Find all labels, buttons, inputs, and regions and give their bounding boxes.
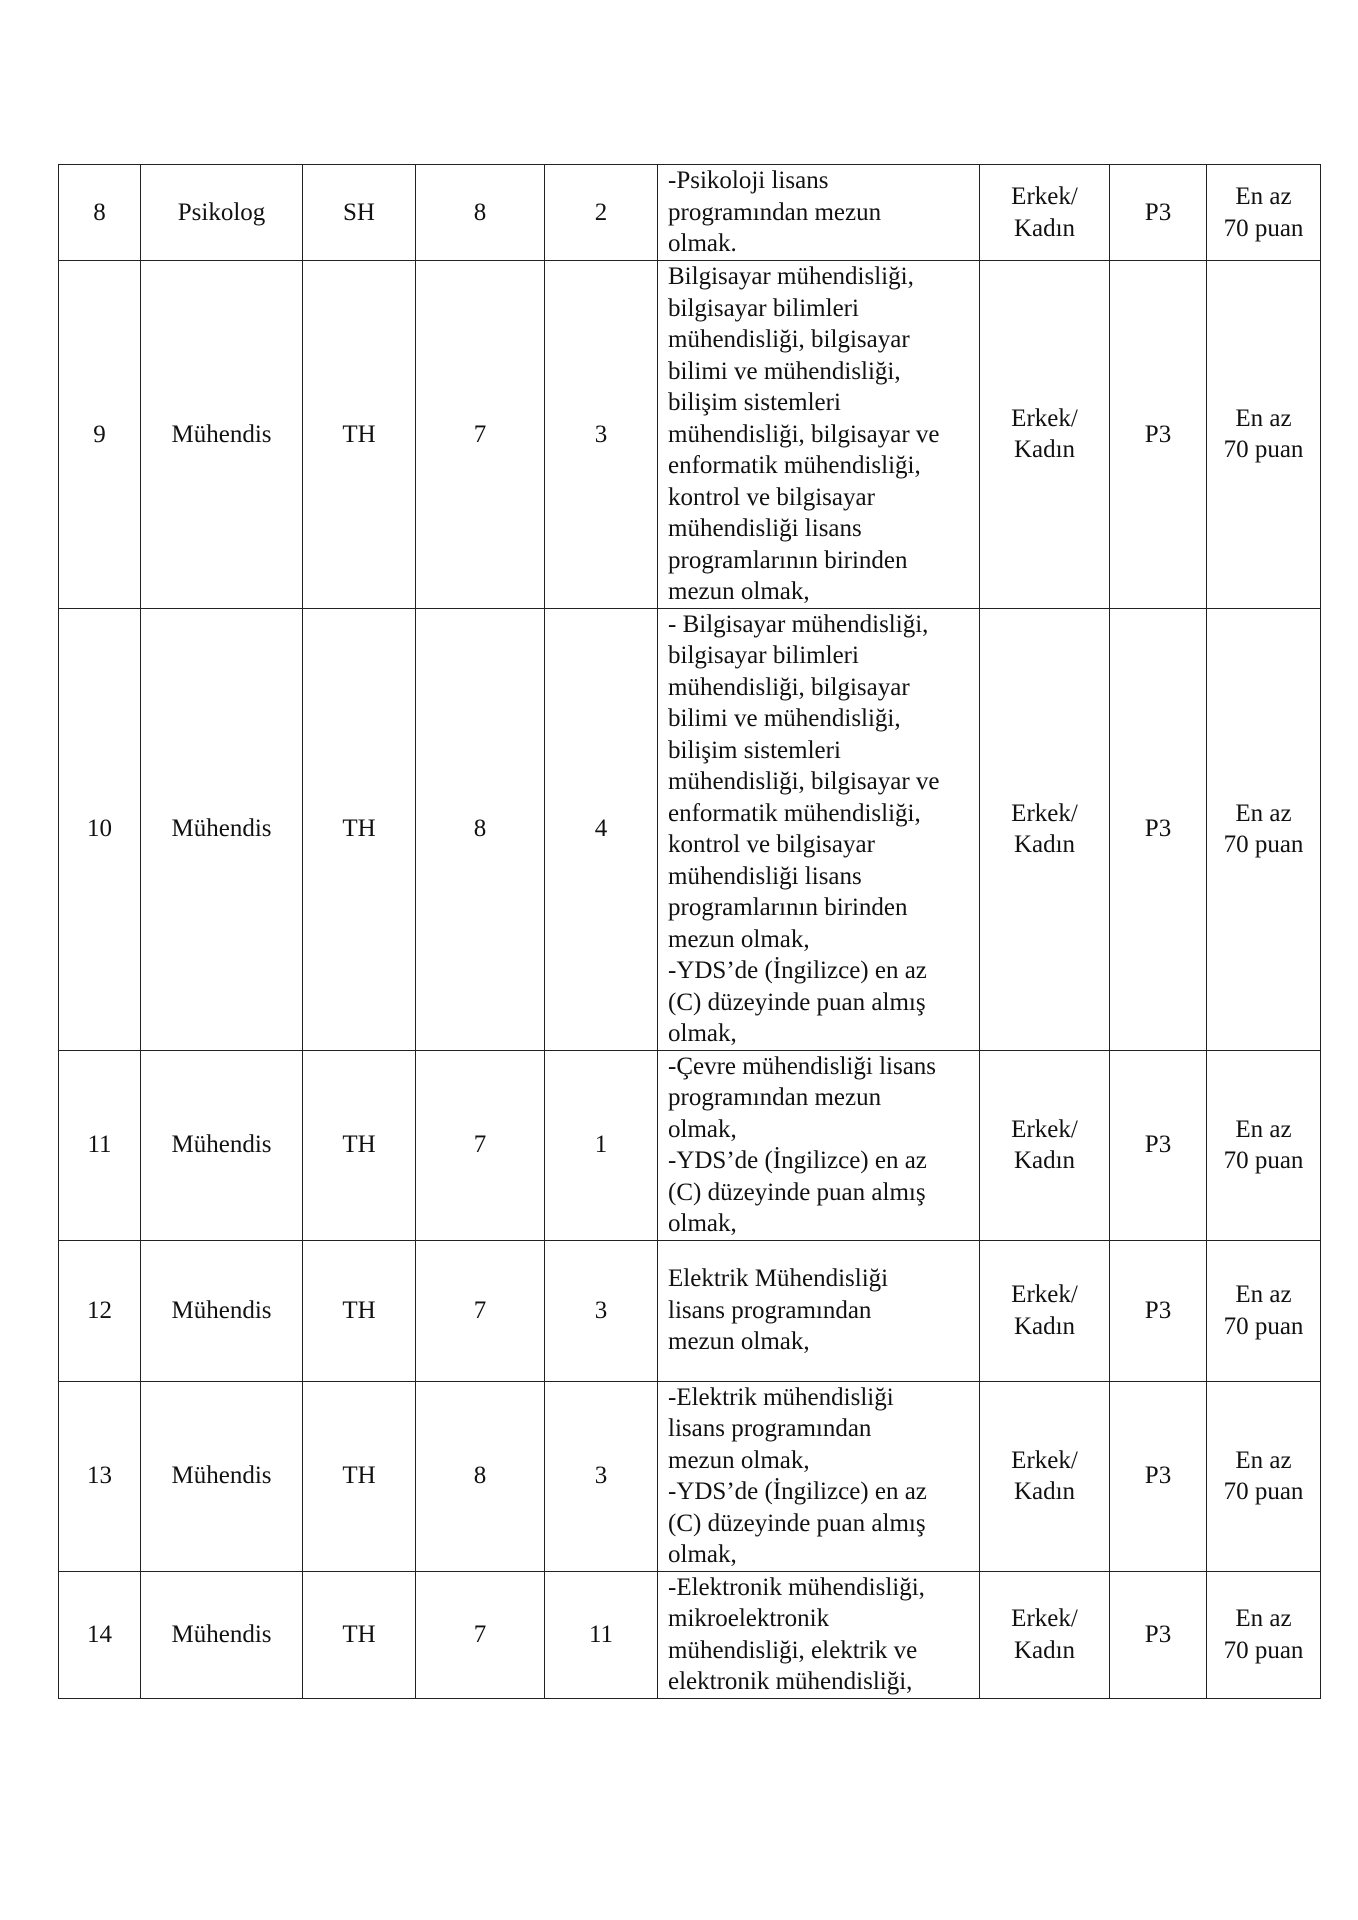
- service-class-cell: TH: [303, 261, 416, 609]
- requirement-line: programından mezun: [668, 198, 882, 226]
- requirement-line: mezun olmak,: [668, 925, 810, 953]
- requirement-line: enformatik mühendisliği,: [668, 799, 921, 827]
- min-score-cell: [1207, 261, 1321, 609]
- gender-cell: [980, 261, 1110, 609]
- requirement-line: mikroelektronik: [668, 1605, 830, 1632]
- requirement-line: bilgisayar bilimleri: [668, 294, 859, 322]
- table-row: [59, 261, 1321, 609]
- requirements-cell: [658, 1571, 980, 1698]
- position-count-cell: 3: [545, 1240, 658, 1381]
- min-score-line: 70 puan: [1223, 1478, 1304, 1505]
- min-score-line: En az: [1235, 183, 1292, 210]
- position-title-cell: Psikolog: [141, 165, 303, 261]
- service-class-cell: SH: [303, 165, 416, 261]
- requirements-cell: [658, 1381, 980, 1571]
- requirement-line: - Bilgisayar mühendisliği,: [668, 610, 929, 638]
- table-row: [59, 1050, 1321, 1240]
- min-score-cell: [1207, 1571, 1321, 1698]
- service-class-cell: TH: [303, 608, 416, 1050]
- requirement-line: mühendisliği, bilgisayar ve: [668, 420, 940, 448]
- service-class-cell: TH: [303, 1240, 416, 1381]
- row-number-cell: 13: [59, 1381, 141, 1571]
- position-count-cell: 3: [545, 1381, 658, 1571]
- requirement-line: mühendisliği, bilgisayar: [668, 673, 910, 701]
- grade-cell: 8: [416, 608, 545, 1050]
- requirement-line: -Çevre mühendisliği lisans: [668, 1052, 937, 1080]
- requirement-line: olmak,: [668, 1020, 737, 1047]
- requirement-line: olmak,: [668, 1115, 737, 1143]
- table-row: [59, 1240, 1321, 1381]
- requirement-line: lisans programından: [668, 1415, 872, 1442]
- gender-line: Kadın: [1013, 1147, 1076, 1174]
- min-score-cell: [1207, 1381, 1321, 1571]
- min-score-line: En az: [1235, 404, 1292, 432]
- service-class-cell: TH: [303, 1050, 416, 1240]
- requirement-line: bilimi ve mühendisliği,: [668, 357, 901, 385]
- requirement-line: kontrol ve bilgisayar: [668, 483, 875, 511]
- gender-line: Erkek/: [1011, 1281, 1078, 1308]
- requirements-cell: [658, 165, 980, 261]
- position-title-cell: Mühendis: [141, 261, 303, 609]
- table-row: [59, 1571, 1321, 1698]
- requirement-line: olmak,: [668, 1541, 737, 1568]
- position-count-cell: 3: [545, 261, 658, 609]
- requirement-line: -Elektrik mühendisliği: [668, 1383, 894, 1411]
- requirements-cell: [658, 261, 980, 609]
- requirement-line: -YDS’de (İngilizce) en az: [668, 1478, 927, 1505]
- requirement-line: (C) düzeyinde puan almış: [668, 1178, 926, 1206]
- min-score-cell: [1207, 608, 1321, 1050]
- gender-line: Kadın: [1013, 436, 1076, 464]
- row-number-cell: 14: [59, 1571, 141, 1698]
- requirement-line: mühendisliği, bilgisayar ve: [668, 768, 940, 795]
- row-number-cell: 8: [59, 165, 141, 261]
- min-score-line: 70 puan: [1223, 1636, 1304, 1664]
- requirement-line: bilgisayar bilimleri: [668, 642, 859, 669]
- requirement-line: elektronik mühendisliği,: [668, 1668, 913, 1695]
- gender-line: Erkek/: [1011, 404, 1078, 432]
- requirement-line: (C) düzeyinde puan almış: [668, 988, 926, 1016]
- position-count-cell: 4: [545, 608, 658, 1050]
- min-score-cell: [1207, 165, 1321, 261]
- gender-cell: [980, 1381, 1110, 1571]
- min-score-line: En az: [1235, 1115, 1292, 1143]
- requirements-cell: [658, 608, 980, 1050]
- requirement-line: mühendisliği, elektrik ve: [668, 1636, 918, 1664]
- requirement-line: mezun olmak,: [668, 1328, 810, 1356]
- min-score-line: 70 puan: [1223, 214, 1304, 242]
- kpss-type-cell: P3: [1110, 165, 1207, 261]
- position-title-cell: Mühendis: [141, 1571, 303, 1698]
- requirement-line: mühendisliği, bilgisayar: [668, 326, 910, 353]
- min-score-line: En az: [1235, 1281, 1292, 1308]
- requirement-line: enformatik mühendisliği,: [668, 452, 921, 479]
- requirement-line: mühendisliği lisans: [668, 515, 862, 542]
- position-count-cell: 11: [545, 1571, 658, 1698]
- grade-cell: 7: [416, 1240, 545, 1381]
- positions-table: [58, 164, 1321, 1699]
- requirement-line: Bilgisayar mühendisliği,: [668, 263, 914, 290]
- table-row: [59, 1381, 1321, 1571]
- kpss-type-cell: P3: [1110, 1381, 1207, 1571]
- requirement-line: -YDS’de (İngilizce) en az: [668, 1147, 927, 1174]
- position-count-cell: 2: [545, 165, 658, 261]
- table-row: [59, 608, 1321, 1050]
- requirement-line: bilişim sistemleri: [668, 736, 841, 764]
- row-number-cell: 12: [59, 1240, 141, 1381]
- gender-line: Kadın: [1013, 1478, 1076, 1505]
- gender-line: Kadın: [1013, 1312, 1076, 1340]
- requirement-line: -Psikoloji lisans: [668, 167, 829, 195]
- requirement-line: olmak.: [668, 230, 737, 258]
- requirement-line: olmak,: [668, 1210, 737, 1237]
- gender-line: Erkek/: [1011, 1115, 1078, 1143]
- kpss-type-cell: P3: [1110, 261, 1207, 609]
- requirements-cell: [658, 1050, 980, 1240]
- requirement-line: -YDS’de (İngilizce) en az: [668, 957, 927, 984]
- grade-cell: 8: [416, 165, 545, 261]
- min-score-line: 70 puan: [1223, 1312, 1304, 1340]
- gender-line: Erkek/: [1011, 799, 1078, 827]
- kpss-type-cell: P3: [1110, 1571, 1207, 1698]
- grade-cell: 7: [416, 1050, 545, 1240]
- position-title-cell: Mühendis: [141, 1240, 303, 1381]
- kpss-type-cell: P3: [1110, 1240, 1207, 1381]
- row-number-cell: 11: [59, 1050, 141, 1240]
- requirement-line: kontrol ve bilgisayar: [668, 831, 875, 858]
- requirement-line: bilimi ve mühendisliği,: [668, 705, 901, 732]
- position-title-cell: Mühendis: [141, 1050, 303, 1240]
- gender-line: Erkek/: [1011, 1446, 1078, 1474]
- row-number-cell: 10: [59, 608, 141, 1050]
- gender-line: Kadın: [1013, 1636, 1076, 1664]
- gender-cell: [980, 1240, 1110, 1381]
- gender-line: Erkek/: [1011, 1605, 1078, 1632]
- requirements-cell: [658, 1240, 980, 1381]
- requirement-line: programından mezun: [668, 1084, 882, 1111]
- row-number-cell: 9: [59, 261, 141, 609]
- requirement-line: mezun olmak,: [668, 578, 810, 605]
- min-score-line: 70 puan: [1223, 436, 1304, 464]
- gender-line: Kadın: [1013, 214, 1076, 242]
- table-body: [59, 165, 1321, 1699]
- position-title-cell: Mühendis: [141, 608, 303, 1050]
- min-score-line: 70 puan: [1223, 831, 1304, 858]
- gender-line: Kadın: [1013, 831, 1076, 858]
- requirement-line: mühendisliği lisans: [668, 862, 862, 890]
- requirement-line: bilişim sistemleri: [668, 389, 841, 416]
- requirement-line: lisans programından: [668, 1296, 872, 1324]
- service-class-cell: TH: [303, 1571, 416, 1698]
- grade-cell: 7: [416, 1571, 545, 1698]
- position-count-cell: 1: [545, 1050, 658, 1240]
- requirement-line: (C) düzeyinde puan almış: [668, 1509, 926, 1537]
- requirement-line: -Elektronik mühendisliği,: [668, 1573, 925, 1601]
- requirement-line: programlarının birinden: [668, 546, 908, 574]
- min-score-cell: [1207, 1240, 1321, 1381]
- grade-cell: 7: [416, 261, 545, 609]
- min-score-line: En az: [1235, 1446, 1292, 1474]
- gender-cell: [980, 1050, 1110, 1240]
- kpss-type-cell: P3: [1110, 608, 1207, 1050]
- min-score-line: 70 puan: [1223, 1147, 1304, 1174]
- min-score-cell: [1207, 1050, 1321, 1240]
- table-row: [59, 165, 1321, 261]
- requirement-line: programlarının birinden: [668, 894, 908, 921]
- grade-cell: 8: [416, 1381, 545, 1571]
- gender-cell: [980, 608, 1110, 1050]
- gender-cell: [980, 165, 1110, 261]
- requirement-line: Elektrik Mühendisliği: [668, 1265, 889, 1293]
- service-class-cell: TH: [303, 1381, 416, 1571]
- requirement-line: mezun olmak,: [668, 1446, 810, 1474]
- position-title-cell: Mühendis: [141, 1381, 303, 1571]
- gender-cell: [980, 1571, 1110, 1698]
- kpss-type-cell: P3: [1110, 1050, 1207, 1240]
- min-score-line: En az: [1235, 1605, 1292, 1632]
- gender-line: Erkek/: [1011, 183, 1078, 210]
- min-score-line: En az: [1235, 799, 1292, 827]
